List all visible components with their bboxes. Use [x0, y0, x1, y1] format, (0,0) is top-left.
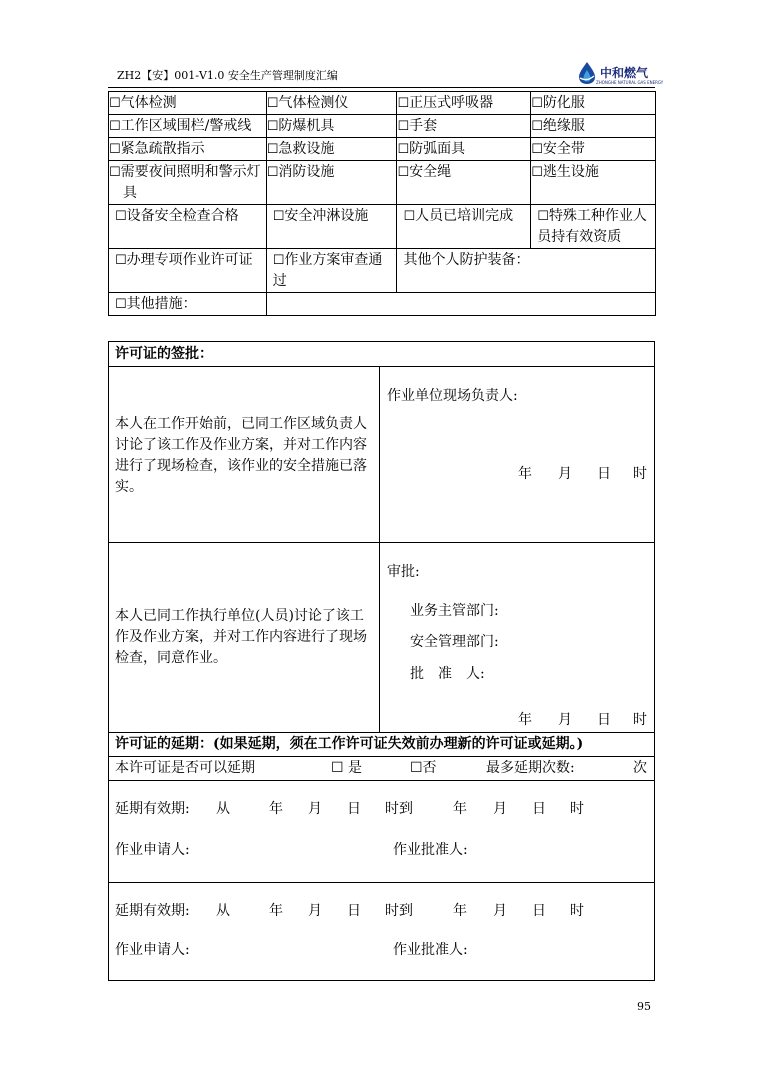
- checkbox-icon: ☐: [266, 165, 279, 180]
- date-day: 日: [597, 466, 611, 482]
- checkbox-icon: ☐: [397, 165, 410, 180]
- measure-label: 消防设施: [278, 164, 335, 180]
- checkbox-icon: ☐: [397, 119, 410, 134]
- measure-cell[interactable]: [531, 92, 656, 115]
- day-label: 日: [347, 801, 361, 817]
- measure-cell[interactable]: [531, 205, 656, 249]
- table-row: [109, 92, 656, 115]
- measure-label: 需要夜间照明和警示灯具: [120, 164, 261, 201]
- measure-label: 绝缘服: [542, 118, 585, 134]
- measure-label: 气体检测: [120, 95, 177, 111]
- date-day: 日: [597, 712, 611, 728]
- measure-label: 防爆机具: [278, 118, 335, 134]
- other-measures-cell[interactable]: [109, 293, 267, 316]
- measure-label: 防化服: [542, 95, 585, 111]
- measure-label: 安全绳: [409, 164, 452, 180]
- until-label: 时到: [385, 801, 413, 817]
- checkbox-icon: ☐: [531, 96, 543, 111]
- table-row: [109, 205, 656, 249]
- measure-cell[interactable]: [397, 138, 531, 161]
- table-row: [109, 249, 656, 293]
- date-year: 年: [518, 712, 532, 728]
- other-ppe-cell[interactable]: [397, 249, 656, 293]
- applicant-label: 作业申请人:: [115, 842, 190, 858]
- divider: [109, 780, 654, 781]
- checkbox-icon: ☐: [115, 253, 127, 268]
- measure-label: 气体检测仪: [278, 95, 349, 111]
- date-hour: 时: [633, 712, 647, 728]
- month-label: 月: [308, 903, 322, 919]
- extension-approver-label: 作业批准人:: [393, 842, 468, 858]
- checkbox-icon: ☐: [272, 209, 285, 224]
- measure-cell[interactable]: [109, 205, 267, 249]
- approval-block: [108, 341, 655, 981]
- measure-label: 特殊工种作业人员持有效资质: [537, 208, 647, 245]
- measure-cell[interactable]: [109, 92, 267, 115]
- measure-label: 设备安全检查合格: [126, 208, 239, 224]
- safety-measures-table: [108, 91, 656, 316]
- measure-label: 工作区域围栏/警戒线: [120, 118, 252, 134]
- checkbox-icon: ☐: [397, 96, 410, 111]
- extension-approver-label: 作业批准人:: [393, 942, 468, 958]
- measure-label: 人员已培训完成: [415, 208, 514, 224]
- checkbox-icon: ☐: [109, 165, 121, 180]
- checkbox-icon: ☐: [272, 253, 285, 268]
- checkbox-icon: ☐: [403, 209, 416, 224]
- measure-label: 紧急疏散指示: [120, 141, 205, 157]
- measure-cell[interactable]: [266, 161, 397, 205]
- year-label: 年: [269, 801, 283, 817]
- month-label: 月: [493, 903, 507, 919]
- measure-label: 安全带: [542, 141, 585, 157]
- extension-question: 本许可证是否可以延期: [115, 760, 255, 776]
- other-measures-input[interactable]: [266, 293, 655, 316]
- extension-period-label: 延期有效期:: [115, 801, 190, 817]
- measure-cell[interactable]: [397, 205, 531, 249]
- checkbox-icon: ☐: [537, 209, 549, 224]
- measure-cell[interactable]: [397, 115, 531, 138]
- flame-drop-icon: [576, 61, 598, 85]
- date-year: 年: [518, 466, 532, 482]
- divider: [109, 732, 654, 733]
- measure-cell[interactable]: [397, 92, 531, 115]
- measure-label: 作业方案审查通过: [272, 252, 383, 289]
- document-header-title: ZH2【安】001-V1.0 安全生产管理制度汇编: [117, 69, 338, 82]
- approver-statement: 本人已同工作执行单位(人员)讨论了该工作及作业方案，并对工作内容进行了现场检查，同意作业。: [115, 608, 367, 666]
- measure-cell[interactable]: [266, 92, 397, 115]
- divider: [109, 542, 654, 543]
- measure-cell[interactable]: [266, 138, 397, 161]
- measure-cell[interactable]: [531, 115, 656, 138]
- checkbox-icon: ☐: [109, 96, 121, 111]
- measure-cell[interactable]: [531, 161, 656, 205]
- contractor-statement: 本人在工作开始前，已同工作区域负责人讨论了该工作及作业方案，并对工作内容进行了现场检查，该作业的安全措施已落实。: [115, 416, 367, 495]
- checkbox-icon: ☐: [115, 209, 127, 224]
- month-label: 月: [308, 801, 322, 817]
- measure-cell[interactable]: [266, 249, 397, 293]
- checkbox-icon: ☐: [266, 142, 279, 157]
- applicant-label: 作业申请人:: [115, 942, 190, 958]
- until-label: 时到: [385, 903, 413, 919]
- day-label: 日: [532, 801, 546, 817]
- measure-label: 办理专项作业许可证: [126, 252, 253, 268]
- measure-cell[interactable]: [266, 205, 397, 249]
- from-label: 从: [216, 903, 230, 919]
- from-label: 从: [216, 801, 230, 817]
- column-divider: [379, 366, 380, 732]
- day-label: 日: [347, 903, 361, 919]
- date-month: 月: [558, 466, 572, 482]
- table-row: [109, 293, 656, 316]
- measure-cell[interactable]: [109, 249, 267, 293]
- checkbox-icon: ☐: [531, 142, 543, 157]
- approval-label: 审批:: [387, 564, 420, 580]
- checkbox-icon: ☐: [109, 142, 121, 157]
- year-label: 年: [453, 903, 467, 919]
- max-extensions-label: 最多延期次数:: [486, 760, 575, 776]
- logo-subtext: ZHONGHE NATURAL GAS ENERGY: [596, 80, 664, 85]
- date-hour: 时: [633, 466, 647, 482]
- table-row: [109, 115, 656, 138]
- checkbox-icon: ☐: [109, 119, 121, 134]
- checkbox-icon: ☐: [115, 297, 127, 312]
- day-label: 日: [532, 903, 546, 919]
- measure-cell[interactable]: [109, 115, 267, 138]
- approver-label: 批 准 人:: [410, 666, 485, 682]
- header-rule: [108, 87, 655, 88]
- measure-cell[interactable]: [109, 138, 267, 161]
- hour-label: 时: [570, 801, 584, 817]
- extension-no-checkbox[interactable]: ☐否: [410, 760, 437, 776]
- table-row: [109, 138, 656, 161]
- checkbox-icon: ☐: [397, 142, 410, 157]
- divider: [109, 882, 654, 883]
- measure-cell[interactable]: [531, 138, 656, 161]
- year-label: 年: [453, 801, 467, 817]
- measure-label: 安全冲淋设施: [284, 208, 369, 224]
- divider: [109, 366, 654, 367]
- measure-label: 正压式呼吸器: [409, 95, 494, 111]
- site-leader-label: 作业单位现场负责人:: [387, 388, 518, 404]
- checkbox-icon: ☐: [266, 96, 279, 111]
- measure-cell[interactable]: [109, 161, 267, 205]
- safety-dept-label: 安全管理部门:: [410, 634, 499, 650]
- measure-label: 急救设施: [278, 141, 335, 157]
- hour-label: 时: [570, 903, 584, 919]
- times-unit: 次: [633, 760, 647, 776]
- logo-text: 中和燃气: [600, 66, 649, 80]
- checkbox-icon: ☐: [531, 165, 543, 180]
- measure-label: 逃生设施: [542, 164, 599, 180]
- business-dept-label: 业务主管部门:: [410, 603, 499, 619]
- approval-section-title: 许可证的签批：: [115, 346, 213, 362]
- other-ppe-label: 其他个人防护装备：: [403, 252, 530, 268]
- month-label: 月: [493, 801, 507, 817]
- checkbox-icon: ☐: [266, 119, 279, 134]
- checkbox-icon: ☐: [531, 119, 543, 134]
- divider: [109, 756, 654, 757]
- extension-section-title: 许可证的延期：(如果延期，须在工作许可证失效前办理新的许可证或延期。): [115, 736, 584, 752]
- page-number: 95: [637, 1000, 651, 1013]
- date-month: 月: [558, 712, 572, 728]
- measure-cell[interactable]: [397, 161, 531, 205]
- table-row: [109, 161, 656, 205]
- measure-label: 手套: [409, 118, 438, 134]
- measure-label: 防弧面具: [409, 141, 466, 157]
- extension-period-label: 延期有效期:: [115, 903, 190, 919]
- year-label: 年: [269, 903, 283, 919]
- measure-cell[interactable]: [266, 115, 397, 138]
- extension-yes-checkbox[interactable]: ☐ 是: [331, 760, 363, 776]
- other-measures-label: 其他措施：: [126, 296, 197, 312]
